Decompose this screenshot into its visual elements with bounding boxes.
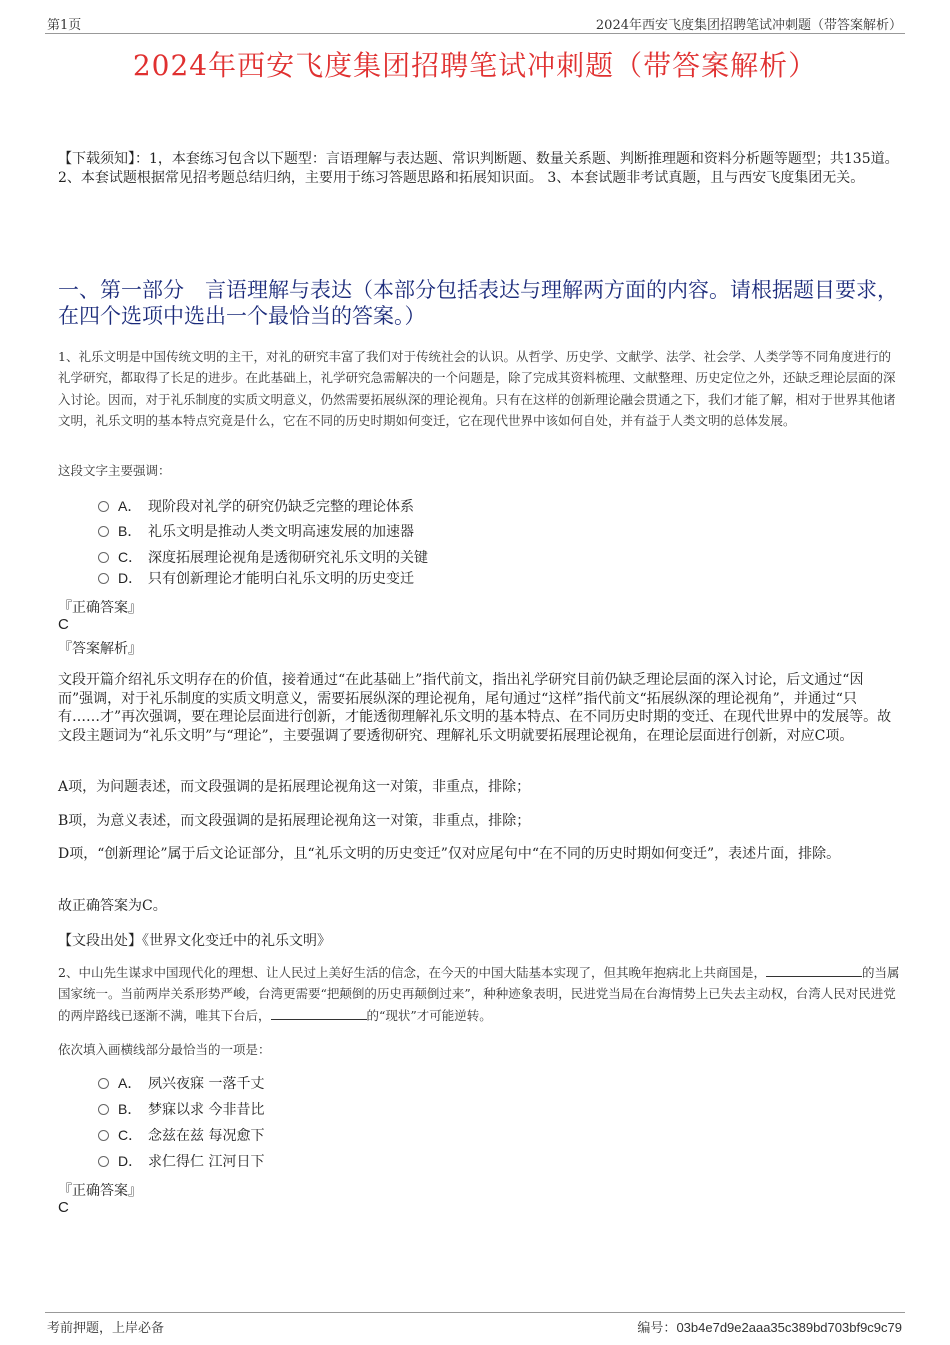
radio-icon[interactable] [98,1104,109,1115]
radio-icon[interactable] [98,501,109,512]
radio-icon[interactable] [98,1156,109,1167]
question-1-option-d[interactable]: D． 只有创新理论才能明白礼乐文明的历史变迁 [98,567,414,589]
radio-icon[interactable] [98,1078,109,1089]
question-1-prompt: 这段文字主要强调： [58,463,171,478]
question-1-text: 1、礼乐文明是中国传统文明的主干，对礼的研究丰富了我们对于传统社会的认识。从哲学、历史学、文献学、法学、社会学、人类学等不同角度进行的礼学研究，都取得了长足的进步。在此基础上，礼学研究急需解决的一个问题是，除了完成其资料梳理、文献整理、历史定位之外，还缺乏理论层面的深入讨论。因而，对于礼乐制度的实质文明意义，仍然需要拓展纵深的理论视角。只有在这样的创新理论融会贯通之下，我们才能了解，相对于世界其他诸文明，礼乐文明的基本特点究竟是什么，它在不同的历史时期如何变迁，它在现代世界中该如何自处，并有益于人类文明的总体发展。 [58,349,896,428]
footer-divider [45,1312,905,1313]
question-1-analysis-paragraph: 文段开篇介绍礼乐文明存在的价值，接着通过“在此基础上”指代前文，指出礼学研究目前仍缺乏理论层面的深入讨论，后文通过“因而”强调，对于礼乐制度的实质文明意义，需要拓展纵深的理论视角，尾句通过“这样”指代前文“拓展纵深的理论视角”，并通过“只有……才”再次强调，要在理论层面进行创新，才能透彻理解礼乐文明的基本特点、在不同历史时期的变迁、在现代世界中的发展等。故文段主题词为“礼乐文明”与“理论”，主要强调了要透彻研究、理解礼乐文明就要拓展理论视角，在理论层面进行创新，对应C项。 [58,672,892,744]
question-2-text: 2、中山先生谋求中国现代化的理想、让人民过上美好生活的信念，在今天的中国大陆基本实现了，但其晚年抱病北上共商国是， 的当属国家统一。当前两岸关系形势严峻，台湾更需要“把颠倒的历史再颠倒过来”，种种迹象表明，民进党当局在台海情势上已失去主动权，台湾人民对民进党的两岸路线已逐渐不满，唯其下台后， 的“现状”才可能逆转。 [58,965,900,1023]
radio-icon[interactable] [98,552,109,563]
question-1-option-b[interactable]: B． 礼乐文明是推动人类文明高速发展的加速器 [98,520,414,542]
header-page-label: 第1页 [47,18,82,33]
question-1-option-a[interactable]: A． 现阶段对礼学的研究仍缺乏完整的理论体系 [98,495,414,517]
question-2-answer: C [58,1199,69,1216]
question-1-answer-label: 『正确答案』 [58,600,142,616]
question-2-option-c[interactable]: C． 念兹在兹 每况愈下 [98,1124,264,1146]
question-1-source: 【文段出处】《世界文化变迁中的礼乐文明》 [58,933,331,949]
question-1-analysis-paragraph: B项，为意义表述，而文段强调的是拓展理论视角这一对策，非重点，排除； [58,813,531,829]
question-1-analysis-paragraph: D项，“创新理论”属于后文论证部分，且“礼乐文明的历史变迁”仅对应尾句中“在不同的历史时期如何变迁”，表述片面，排除。 [58,846,841,862]
header-doc-title: 2024年西安飞度集团招聘笔试冲刺题（带答案解析） [595,18,902,33]
footer-slogan: 考前押题，上岸必备 [47,1321,165,1336]
question-2-option-b[interactable]: B． 梦寐以求 今非昔比 [98,1098,264,1120]
question-1-analysis-paragraph: A项，为问题表述，而文段强调的是拓展理论视角这一对策，非重点，排除； [58,779,531,795]
question-1-answer: C [58,616,69,633]
radio-icon[interactable] [98,1130,109,1141]
question-1-analysis-paragraph: 故正确答案为C。 [58,898,167,914]
section-title: 一、第一部分 言语理解与表达（本部分包括表达与理解两方面的内容。请根据题目要求，在四个选项中选出一个最恰当的答案。） [58,278,898,328]
question-1-option-c[interactable]: C． 深度拓展理论视角是透彻研究礼乐文明的关键 [98,546,428,568]
question-1-analysis-label: 『答案解析』 [58,641,142,657]
radio-icon[interactable] [98,573,109,584]
question-2-answer-label: 『正确答案』 [58,1183,142,1199]
footer-code: 编号：03b4e7d9e2aaa35c389bd703bf9c9c79 [637,1320,902,1336]
header-divider [45,33,905,34]
fill-blank [766,964,862,977]
download-notice: 【下载须知】：1，本套练习包含以下题型：言语理解与表达题、常识判断题、数量关系题、判断推理题和资料分析题等题型；共135道。 2、本套试题根据常见招考题总结归纳，主要用于练习答题思路和拓展知识面。 3、本套试题非考试真题，且与西安飞度集团无关。 [58,151,899,186]
question-2-option-d[interactable]: D． 求仁得仁 江河日下 [98,1150,264,1172]
fill-blank [271,1007,367,1020]
page-title: 2024年西安飞度集团招聘笔试冲刺题（带答案解析） [132,49,818,82]
question-2-prompt: 依次填入画横线部分最恰当的一项是： [58,1042,271,1057]
question-2-option-a[interactable]: A． 夙兴夜寐 一落千丈 [98,1072,264,1094]
radio-icon[interactable] [98,526,109,537]
